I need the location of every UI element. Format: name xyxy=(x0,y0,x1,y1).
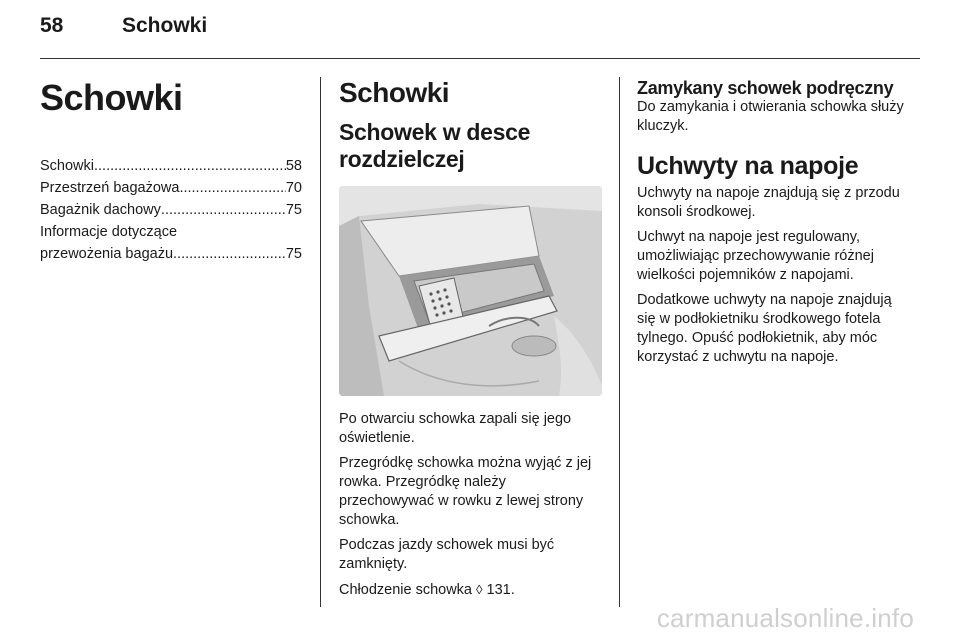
toc-entry[interactable] xyxy=(40,177,302,199)
toc-list xyxy=(40,155,302,265)
toc-entry[interactable] xyxy=(40,199,302,221)
section-title: Schowki xyxy=(339,77,450,108)
cross-reference[interactable] xyxy=(339,580,603,600)
toc-entry[interactable] xyxy=(40,155,302,177)
paragraph: Podczas jazdy schowek musi być zamknięty. xyxy=(339,536,555,572)
right-column xyxy=(637,78,905,373)
toc-entry-title: Schowki xyxy=(40,157,94,174)
toc-entry-title: przewożenia bagażu xyxy=(40,245,174,262)
toc-leader xyxy=(179,177,285,199)
toc-entry-title-line1: Informacje dotyczące xyxy=(40,223,178,240)
paragraph: Przegródkę schowka można wyjąć z jej rowka. Przegródkę należy przechowywać w rowku z lewej strony schowka. xyxy=(339,454,592,528)
toc-leader xyxy=(161,199,286,221)
toc-entry-page: 70 xyxy=(285,179,302,196)
column-divider-left xyxy=(320,77,321,607)
subsection-title: Zamykany schowek podręczny xyxy=(637,78,894,98)
paragraph: Do zamykania i otwierania schowka służy kluczyk. xyxy=(637,99,904,134)
page-number: 58 xyxy=(40,14,64,37)
cross-reference-text: Chłodzenie schowka xyxy=(339,581,472,598)
toc-entry-page: 58 xyxy=(285,157,302,174)
middle-column xyxy=(339,78,603,606)
cross-reference-page: 131. xyxy=(486,581,515,598)
toc-entry[interactable] xyxy=(40,221,302,265)
toc-entry-page: 75 xyxy=(285,245,302,262)
toc-leader xyxy=(94,155,286,177)
subsection-title: Schowek w desce rozdzielczej xyxy=(339,118,531,172)
paragraph: Uchwyty na napoje znajdują się z przodu konsoli środkowej. xyxy=(637,185,900,220)
toc-title: Schowki xyxy=(40,77,183,118)
toc-entry-page: 75 xyxy=(285,201,302,218)
arrow-right-icon: ◊ xyxy=(476,581,483,597)
header-rule xyxy=(40,58,920,59)
toc-entry-title: Bagażnik dachowy xyxy=(40,201,161,218)
paragraph: Po otwarciu schowka zapali się jego oświetlenie. xyxy=(339,410,572,446)
toc-column xyxy=(40,78,302,265)
watermark: carmanualsonline.info xyxy=(656,603,914,633)
column-divider-right xyxy=(619,77,620,607)
glovebox-photo xyxy=(339,186,602,396)
section-heading: Uchwyty na napoje xyxy=(637,152,859,180)
toc-entry-title: Przestrzeń bagażowa xyxy=(40,179,180,196)
toc-leader xyxy=(173,243,286,265)
header-section-title: Schowki xyxy=(122,14,208,37)
paragraph: Dodatkowe uchwyty na napoje znajdują się w podłokietniku środkowego fotela tylnego. Opuść podłokietnik, aby móc korzystać z uchwytu na napoje. xyxy=(637,292,892,365)
paragraph: Uchwyt na napoje jest regulowany, umożliwiając przechowywanie różnej wielkości pojemników z napojami. xyxy=(637,229,874,283)
middle-body xyxy=(339,410,603,600)
